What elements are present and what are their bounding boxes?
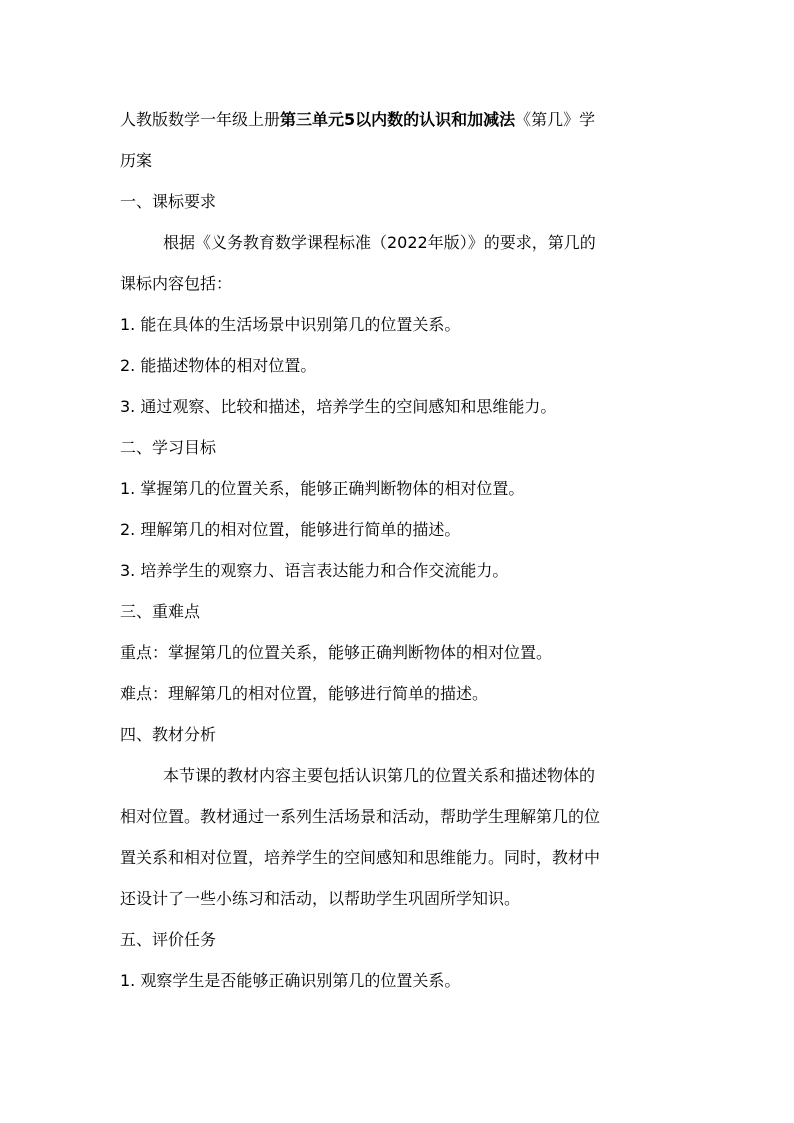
title-prefix: 人教版数学一年级上册: [120, 110, 281, 129]
section-heading-textbook-analysis: 四、教材分析: [120, 725, 217, 744]
paragraph-line: 置关系和相对位置，培养学生的空间感知和思维能力。同时，教材中: [120, 848, 601, 867]
document-title: [120, 99, 680, 140]
section-heading-key-points: 三、重难点: [120, 602, 201, 621]
document-title-line2: 历案: [120, 151, 153, 170]
key-point: 重点：掌握第几的位置关系，能够正确判断物体的相对位置。: [120, 643, 553, 662]
title-unit: 第三单元5以内数的认识和加减法: [280, 110, 516, 129]
document-body: [120, 99, 680, 1001]
paragraph-line: 还设计了一些小练习和活动，以帮助学生巩固所学知识。: [120, 889, 521, 908]
paragraph-line: 课标内容包括：: [120, 274, 233, 293]
list-item: 2. 能描述物体的相对位置。: [120, 356, 317, 375]
section-heading-objectives: 二、学习目标: [120, 438, 217, 457]
paragraph-line: 本节课的教材内容主要包括认识第几的位置关系和描述物体的: [163, 766, 596, 785]
list-item: 2. 理解第几的相对位置，能够进行简单的描述。: [120, 520, 461, 539]
list-item: 1. 观察学生是否能够正确识别第几的位置关系。: [120, 971, 461, 990]
list-item: 3. 通过观察、比较和描述，培养学生的空间感知和思维能力。: [120, 397, 557, 416]
title-suffix: 《第几》学: [515, 110, 596, 129]
difficult-point: 难点：理解第几的相对位置，能够进行简单的描述。: [120, 684, 489, 703]
list-item: 1. 掌握第几的位置关系，能够正确判断物体的相对位置。: [120, 479, 525, 498]
section-heading-assessment: 五、评价任务: [120, 930, 217, 949]
paragraph-line: 根据《义务教育数学课程标准（2022年版）》的要求，第几的: [163, 233, 596, 252]
paragraph-line: 相对位置。教材通过一系列生活场景和活动，帮助学生理解第几的位: [120, 807, 601, 826]
list-item: 1. 能在具体的生活场景中识别第几的位置关系。: [120, 315, 461, 334]
list-item: 3. 培养学生的观察力、语言表达能力和合作交流能力。: [120, 561, 509, 580]
section-heading-curriculum: 一、课标要求: [120, 192, 217, 211]
